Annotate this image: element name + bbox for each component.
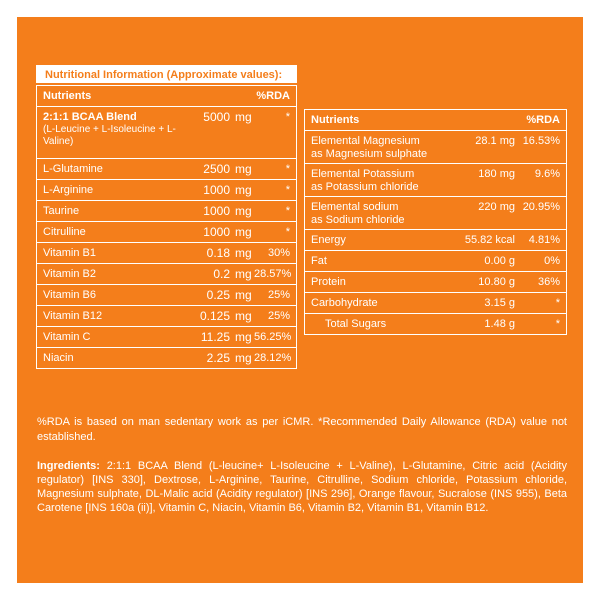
nutrient-name: Vitamin B2	[43, 268, 96, 280]
nutrient-rda: 25%	[267, 289, 290, 301]
table-row	[37, 201, 296, 222]
nutrient-name: Taurine	[43, 205, 80, 217]
nutrient-value: 0.25	[206, 288, 230, 302]
nutrient-name: Vitamin B6	[43, 289, 96, 301]
nutrient-name: Total Sugars	[325, 318, 387, 330]
nutrient-name: Citrulline	[43, 226, 86, 238]
table-row	[37, 222, 296, 243]
header-nutrients: Nutrients	[311, 113, 360, 126]
table-row	[37, 348, 296, 368]
table-row	[37, 107, 296, 159]
nutrient-rda: 56.25%	[254, 331, 292, 343]
table-row	[305, 251, 566, 272]
nutrient-value: 55.82 kcal	[464, 234, 515, 246]
nutrition-table-right	[304, 109, 567, 335]
table-header	[37, 86, 296, 107]
nutrient-name: L-Arginine	[43, 184, 94, 196]
header-rda: %RDA	[526, 113, 560, 126]
nutrient-name: Vitamin C	[43, 331, 91, 343]
nutrient-name: Elemental Magnesium as Magnesium sulphate	[305, 131, 455, 161]
nutrient-value: 2.25	[206, 351, 230, 365]
nutrient-value: 180 mg	[478, 168, 515, 180]
nutrient-rda: 25%	[267, 310, 290, 322]
nutrient-subtext: as Magnesium sulphate	[311, 148, 428, 160]
nutrient-unit: mg	[235, 225, 252, 239]
nutrient-rda: 0%	[544, 255, 560, 267]
nutrient-value: 1.48 g	[484, 318, 515, 330]
nutrient-subtext: as Sodium chloride	[311, 214, 405, 226]
table-row	[37, 180, 296, 201]
table-row	[305, 197, 566, 230]
table-row	[37, 306, 296, 327]
nutrient-rda: 16.53%	[522, 135, 560, 147]
nutrient-unit: mg	[235, 267, 252, 281]
nutrient-value: 3.15 g	[484, 297, 515, 309]
table-row	[305, 314, 566, 334]
nutrient-name: Fat	[311, 255, 327, 267]
nutrient-value: 10.80 g	[478, 276, 515, 288]
nutrient-value: 1000	[203, 225, 230, 239]
nutrient-value: 2500	[203, 162, 230, 176]
table-row	[305, 293, 566, 314]
nutrient-unit: mg	[235, 246, 252, 260]
nutrient-name: Elemental Potassium as Potassium chloride	[305, 164, 455, 194]
nutrient-rda: *	[285, 205, 290, 217]
nutrient-value: 0.2	[213, 267, 230, 281]
nutrition-table-left	[36, 69, 297, 369]
nutrient-unit: mg	[235, 330, 252, 344]
nutrient-rda: 28.57%	[254, 268, 292, 280]
nutrient-rda: *	[555, 318, 560, 330]
table-row	[305, 131, 566, 164]
ingredients-text: 2:1:1 BCAA Blend (L-leucine+ L-Isoleucine + L-Valine), L-Glutamine, Citric acid (Acidity regulator) [INS 330], Dextrose, L-Arginine, Taurine, Citrulline, Sodium chloride, Potassium chloride, Magnesium sulphate, DL-Malic acid (Acidity regulator) [INS 296], Orange flavour, Sucralose (INS 955), Beta Carotene [INS 160a (ii)], Vitamin C, Niacin, Vitamin B6, Vitamin B2, Vitamin B1, Vitamin B12.	[37, 460, 567, 514]
table-row	[37, 159, 296, 180]
table-header	[305, 110, 566, 131]
table-row	[37, 285, 296, 306]
nutrient-value: 0.00 g	[484, 255, 515, 267]
nutrient-unit: mg	[235, 110, 252, 124]
nutrient-value: 220 mg	[478, 201, 515, 213]
nutrient-unit: mg	[235, 183, 252, 197]
table-row	[305, 164, 566, 197]
table-row	[37, 264, 296, 285]
nutrient-rda: 30%	[267, 247, 290, 259]
nutrient-value: 11.25	[200, 330, 230, 344]
nutrient-name: Niacin	[43, 352, 74, 364]
ingredients	[37, 459, 567, 515]
header-rda: %RDA	[256, 89, 290, 102]
nutrient-subtext: as Potassium chloride	[311, 181, 419, 193]
table-title: Nutritional Information (Approximate values):	[36, 65, 297, 83]
nutrient-value: 0.125	[199, 309, 230, 323]
nutrient-value: 5000	[203, 110, 230, 124]
nutrient-rda: *	[285, 226, 290, 238]
nutrient-unit: mg	[235, 288, 252, 302]
nutrient-name: Energy	[311, 234, 346, 246]
header-nutrients: Nutrients	[43, 89, 92, 102]
table-row	[305, 272, 566, 293]
ingredients-label: Ingredients:	[37, 460, 100, 472]
nutrient-subtext: (L-Leucine + L-Isoleucine + L-Valine)	[43, 124, 176, 147]
nutrient-value: 1000	[203, 204, 230, 218]
nutrient-name: 2:1:1 BCAA Blend (L-Leucine + L-Isoleucine + L-Valine)	[43, 111, 176, 147]
nutrient-name: Carbohydrate	[311, 297, 378, 309]
nutrient-value: 0.18	[206, 246, 230, 260]
table-row	[37, 327, 296, 348]
nutrient-name: L-Glutamine	[43, 163, 103, 175]
nutrient-value: 28.1 mg	[475, 135, 515, 147]
table-row	[37, 243, 296, 264]
nutrient-name: Vitamin B12	[43, 310, 103, 322]
nutrient-name: Protein	[311, 276, 346, 288]
nutrient-rda: *	[555, 297, 560, 309]
nutrient-value: 1000	[203, 183, 230, 197]
nutrient-rda: 28.12%	[254, 352, 292, 364]
nutrient-rda: 4.81%	[528, 234, 560, 246]
nutrient-rda: 36%	[537, 276, 560, 288]
nutrient-unit: mg	[235, 309, 252, 323]
nutrient-rda: *	[285, 184, 290, 196]
nutrient-name: Elemental sodium as Sodium chloride	[305, 197, 455, 227]
label-panel	[17, 17, 583, 583]
nutrient-rda: 9.6%	[534, 168, 560, 180]
nutrient-unit: mg	[235, 162, 252, 176]
nutrient-rda: *	[285, 163, 290, 175]
nutrient-name: Vitamin B1	[43, 247, 96, 259]
nutrient-unit: mg	[235, 351, 252, 365]
nutrient-unit: mg	[235, 204, 252, 218]
rda-note: %RDA is based on man sedentary work as per iCMR. *Recommended Daily Allowance (RDA) value not established.	[37, 416, 567, 443]
nutrient-rda: 20.95%	[522, 201, 560, 213]
nutrient-rda: *	[285, 111, 290, 123]
table-row	[305, 230, 566, 251]
